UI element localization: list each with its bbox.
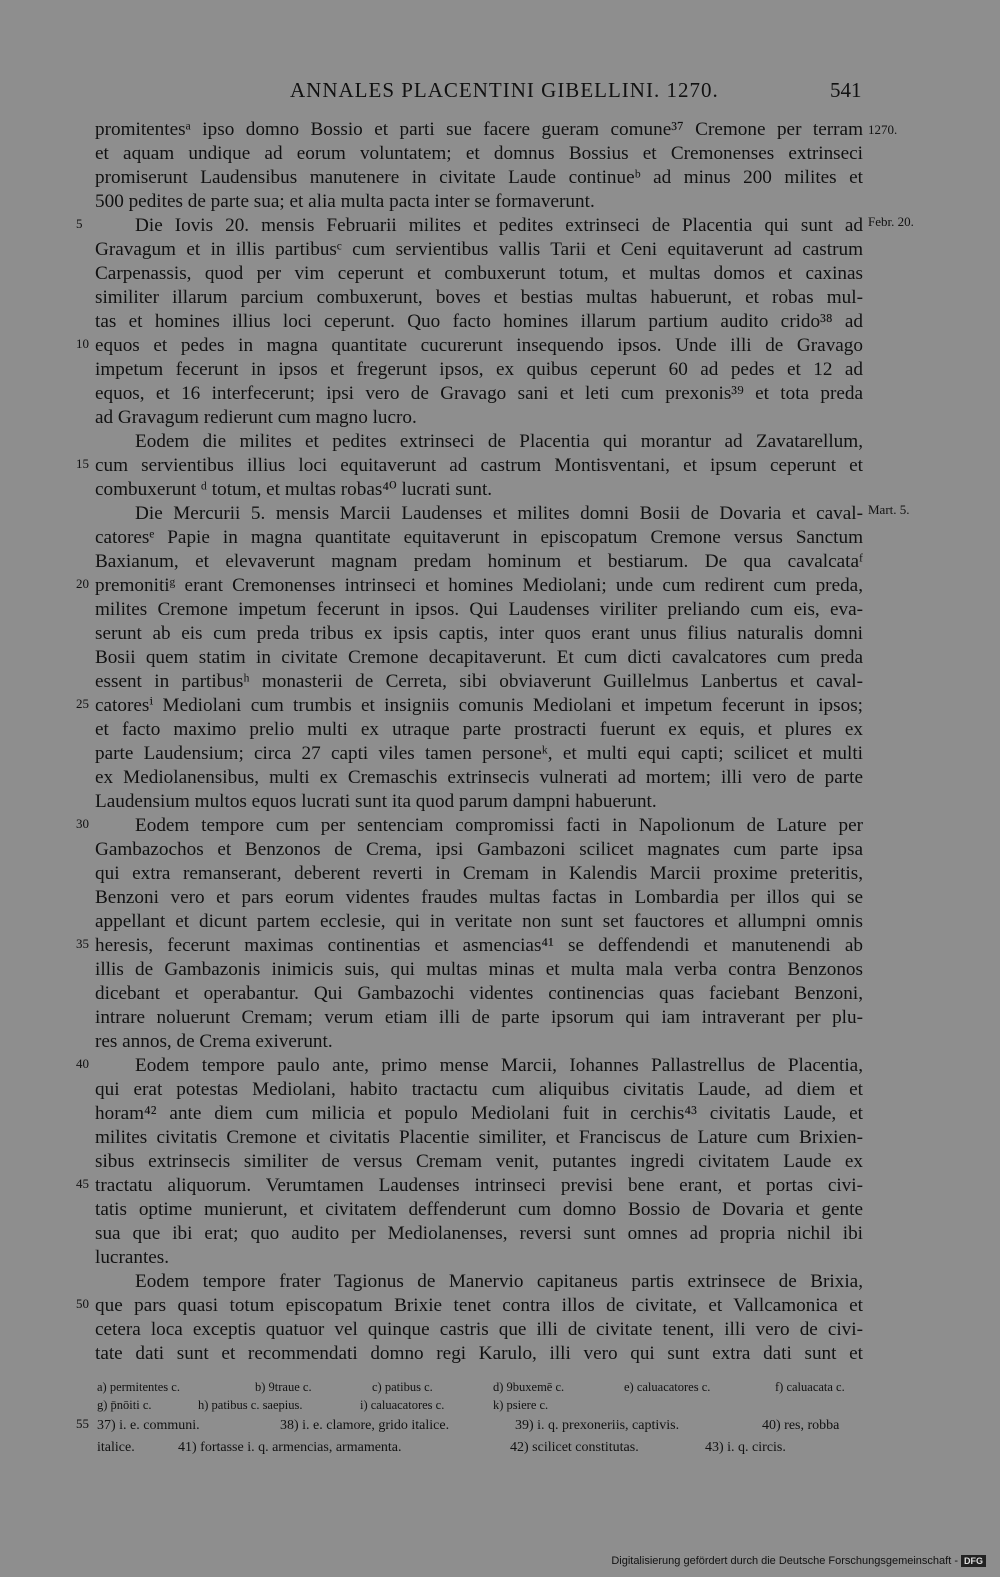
text-line: parte Laudensium; circa 27 capti viles tamen personeᵏ, et multi equi capti; scilicet et multi <box>95 743 863 764</box>
line-number: 25 <box>76 696 89 711</box>
text-line: Eodem die milites et pedites extrinseci de Placentia qui morantur ad Zavatarellum, <box>135 431 863 452</box>
footnote-letter: k) psiere c. <box>493 1398 549 1412</box>
text-line: qui extra remanserant, deberent reverti in Cremam in Kalendis Marcii proxime preteritis, <box>95 863 863 884</box>
footnote-number: 38) i. e. clamore, grido italice. <box>280 1418 450 1433</box>
text-line: intrare noluerunt Cremam; verum etiam illi de parte ipsorum qui iam intraverant per plu- <box>95 1007 863 1028</box>
line-number: 30 <box>76 816 89 831</box>
footnote-letter: g) p̄nōiti c. <box>97 1398 152 1412</box>
text-line: sua que ibi erat; quo audito per Mediolanenses, reversi sunt omnes ad propria nichil ibi <box>95 1223 863 1244</box>
footnote-letter: e) caluacatores c. <box>624 1380 711 1394</box>
footnote-letter: h) patibus c. saepius. <box>198 1398 303 1412</box>
footnote-letter: d) 9buxemē c. <box>493 1380 565 1394</box>
text-line: et aquam undique ad eorum voluntatem; et domnus Bossius et Cremonenses extrinseci <box>95 143 863 164</box>
text-line: Gambazochos et Benzonos de Crema, ipsi Gambazoni scilicet magnates cum parte ipsa <box>95 839 863 860</box>
text-line: horam⁴² ante diem cum milicia et populo Mediolani fuit in cerchis⁴³ civitatis Laude, et <box>95 1103 863 1124</box>
text-line: promitentesᵃ ipso domno Bossio et parti sue facere gueram comune³⁷ Cremone per terram <box>95 119 863 140</box>
dfg-logo: DFG <box>961 1555 986 1567</box>
text-line: cetera loca exceptis quatuor vel quinque castris que illi de civitate tenent, illi vero de civi- <box>95 1319 863 1340</box>
text-line: Carpenassis, quod per vim ceperunt et combuxerunt totum, et multas domos et caxinas <box>95 263 863 284</box>
text-line: Bosii quem statim in civitate Cremone decapitaverunt. Et cum dicti cavalcatores cum preda <box>95 647 863 668</box>
footnote-number: 42) scilicet constitutas. <box>510 1440 639 1455</box>
footnote-letter: a) permitentes c. <box>97 1380 180 1394</box>
footnote-letter: f) caluacata c. <box>775 1380 845 1394</box>
text-line: essent in partibusʰ monasterii de Cerreta, sibi obviaverunt Guillelmus Lanbertus et caval- <box>95 671 863 692</box>
line-number: 45 <box>76 1176 89 1191</box>
text-line: catoresⁱ Mediolani cum trumbis et insigniis comunis Mediolani et impetum fecerunt in ipsos; <box>95 695 863 716</box>
text-line: tas et homines illius loci ceperunt. Quo facto homines illarum partium audito crido³⁸ ad <box>95 311 863 332</box>
margin-note-year: 1270. <box>868 122 898 137</box>
text-line: illis de Gambazonis inimicis suis, qui multas minas et multa mala verba contra Benzonos <box>95 959 863 980</box>
text-line: appellant et dicunt partem ecclesie, qui in veritate non sunt set fauctores et allumpni omnis <box>95 911 863 932</box>
footnote-letter: i) caluacatores c. <box>360 1398 445 1412</box>
text-line: impetum fecerunt in ipsos et fregerunt ipsos, ex quibus ceperunt 60 ad pedes et 12 ad <box>95 359 863 380</box>
text-line: similiter illarum parcium combuxerunt, boves et bestias multas habuerunt, et robas mul- <box>95 287 863 308</box>
text-line: qui erat potestas Mediolani, habito tractactu cum aliquibus civitatis Laude, ad diem et <box>95 1079 863 1100</box>
text-line: tractatu aliquorum. Verumtamen Laudenses intrinseci previsi bene erant, et portas civi- <box>95 1175 863 1196</box>
line-number: 40 <box>76 1056 89 1071</box>
text-line: et facto maximo prelio multi ex utraque parte prostracti fuerunt ex equis, et plures ex <box>95 719 863 740</box>
margin-note-date: Febr. 20. <box>868 214 914 229</box>
line-number: 5 <box>76 216 83 231</box>
text-line: premonitiᵍ erant Cremonenses intrinseci et homines Mediolani; unde cum redirent cum preda, <box>95 575 863 596</box>
text-line: tatis optime munierunt, et civitatem deffenderunt cum domno Bossio de Dovaria et gente <box>95 1199 863 1220</box>
text-line: catoresᵉ Papie in magna quantitate equitaverunt in episcopatum Cremone versus Sanctum <box>95 527 863 548</box>
text-line: res annos, de Crema exiverunt. <box>95 1031 333 1052</box>
text-line: Eodem tempore frater Tagionus de Manervio capitaneus partis extrinsece de Brixia, <box>135 1271 863 1292</box>
line-number: 15 <box>76 456 89 471</box>
footnote-number: 39) i. q. prexoneriis, captivis. <box>515 1418 680 1433</box>
text-line: ex Mediolanensibus, multi ex Cremaschis extrinsecis vulnerati ad mortem; illi vero de parte <box>95 767 863 788</box>
text-line: Baxianum, et elevaverunt magnam predam hominum et bestiarum. De qua cavalcataᶠ <box>95 551 863 572</box>
line-number: 50 <box>76 1296 89 1311</box>
line-number: 55 <box>76 1416 89 1431</box>
text-line: Gravagum et in illis partibusᶜ cum servientibus vallis Tarii et Ceni equitaverunt ad castrum <box>95 239 863 260</box>
text-line: serunt ab eis cum preda tribus ex ipsis captis, inter quos erant unus filius naturalis domni <box>95 623 863 644</box>
running-title: ANNALES PLACENTINI GIBELLINI. 1270. <box>290 78 719 102</box>
text-line: lucrantes. <box>95 1247 170 1268</box>
digitization-credit <box>611 1555 986 1567</box>
text-line: sibus extrinsecis similiter de versus Cremam venit, putantes ingredi civitatem Laude ex <box>95 1151 863 1172</box>
footnote-letter: b) 9traue c. <box>255 1380 312 1394</box>
text-line: milites civitatis Cremone et civitatis Placentie similiter, et Franciscus de Lature cum Brixien- <box>95 1127 863 1148</box>
text-line: Benzoni vero et pars eorum videntes fraudes multas factas in Lombardia per illos qui se <box>95 887 863 908</box>
text-line: heresis, fecerunt maximas continentias et asmencias⁴¹ se deffendendi et manutenendi ab <box>95 935 863 956</box>
text-line: Eodem tempore paulo ante, primo mense Marcii, Iohannes Pallastrellus de Placentia, <box>135 1055 863 1076</box>
text-line: Die Iovis 20. mensis Februarii milites et pedites extrinseci de Placentia qui sunt ad <box>135 215 863 236</box>
footnote-number: 37) i. e. communi. <box>97 1418 200 1433</box>
text-line: equos et pedes in magna quantitate cucurerunt insequendo ipsos. Unde illi de Gravago <box>95 335 863 356</box>
text-line: dicebant et operabantur. Qui Gambazochi videntes continencias quas faciebant Benzoni, <box>95 983 863 1004</box>
text-line: Laudensium multos equos lucrati sunt ita quod parum dampni habuerunt. <box>95 791 657 812</box>
credit-text: Digitalisierung gefördert durch die Deutsche Forschungsgemeinschaft - <box>611 1555 958 1567</box>
text-line: promiserunt Laudensibus manutenere in civitate Laude continueᵇ ad minus 200 milites et <box>95 167 863 188</box>
margin-note-date: Mart. 5. <box>868 502 910 517</box>
line-number: 35 <box>76 936 89 951</box>
text-line: Eodem tempore cum per sentenciam compromissi facti in Napolionum de Lature per <box>135 815 863 836</box>
text-line: 500 pedites de parte sua; et alia multa pacta inter se formaverunt. <box>95 191 595 212</box>
footnote-letter: c) patibus c. <box>372 1380 433 1394</box>
line-number: 20 <box>76 576 89 591</box>
page-number: 541 <box>830 78 862 102</box>
footnote-number: italice. <box>97 1440 135 1455</box>
text-line: que pars quasi totum episcopatum Brixie tenet contra illos de civitate, et Vallcamonica et <box>95 1295 863 1316</box>
footnote-number: 41) fortasse i. q. armencias, armamenta. <box>178 1440 402 1455</box>
text-line: tate dati sunt et recommendati domno regi Karulo, illi vero qui sunt extra dati sunt et <box>95 1343 863 1364</box>
text-line: combuxerunt ᵈ totum, et multas robas⁴⁰ lucrati sunt. <box>95 479 493 500</box>
text-line: cum servientibus illius loci equitaverunt ad castrum Montisventani, et ipsum ceperunt et <box>95 455 863 476</box>
running-head <box>0 78 1000 106</box>
footnote-number: 43) i. q. circis. <box>705 1440 786 1455</box>
text-line: milites Cremone impetum fecerunt in ipsos. Qui Laudenses viriliter preliando cum eis, eva- <box>95 599 863 620</box>
line-number: 10 <box>76 336 89 351</box>
text-line: ad Gravagum redierunt cum magno lucro. <box>95 407 417 428</box>
text-line: equos, et 16 interfecerunt; ipsi vero de Gravago sani et leti cum prexonis³⁹ et tota preda <box>95 383 863 404</box>
text-line: Die Mercurii 5. mensis Marcii Laudenses et milites domni Bosii de Dovaria et caval- <box>135 503 863 524</box>
footnote-number: 40) res, robba <box>762 1418 840 1433</box>
